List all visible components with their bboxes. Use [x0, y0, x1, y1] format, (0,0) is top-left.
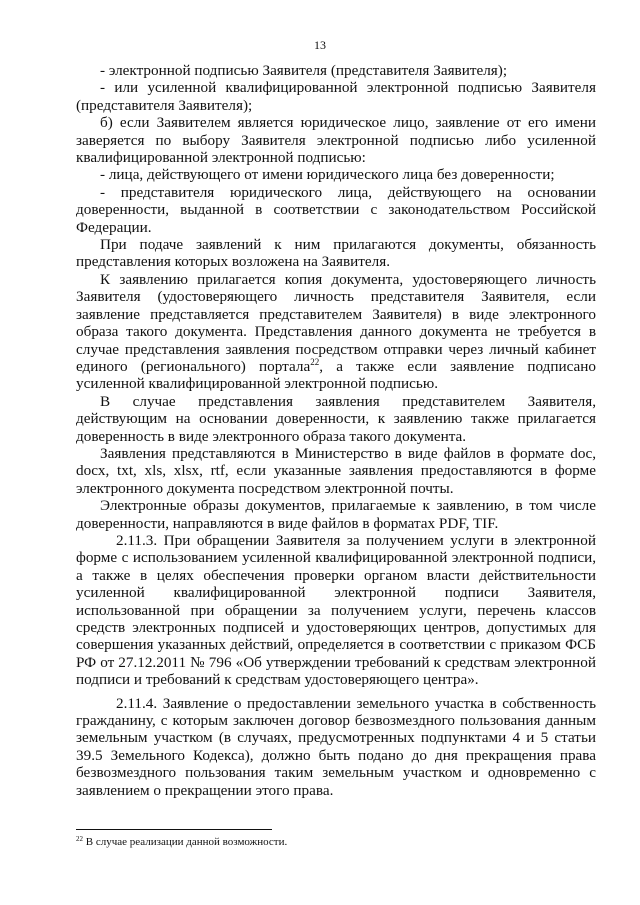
- footnote-reference: 22: [310, 356, 320, 367]
- paragraph: Электронные образы документов, прилагаемые к заявлению, в том числе доверенности, направляются в виде файлов в форматах PDF, TIF.: [76, 497, 596, 532]
- footnote: [76, 836, 596, 849]
- page-number: 13: [314, 38, 326, 52]
- footnote-number: 22: [76, 835, 83, 843]
- footnote-text: В случае реализации данной возможности.: [83, 836, 288, 848]
- footnote-separator: [76, 829, 272, 830]
- paragraph: - электронной подписью Заявителя (представителя Заявителя);: [100, 62, 508, 79]
- paragraph-text: , а также если заявление подписано усиленной квалифицированной электронной подписью.: [76, 357, 596, 393]
- paragraph: 2.11.4. Заявление о предоставлении земельного участка в собственность гражданину, с которым заключен договор безвозмездного пользования данным земельным участком (в случаях, предусмотренных подпунктами 4 и 5 статьи 39.5 Земельного Кодекса), должно быть подано до дня прекращения права безвозмездного пользования таким земельным участком и одновременно с заявлением о прекращении этого права.: [76, 694, 596, 799]
- paragraph: При подаче заявлений к ним прилагаются документы, обязанность представления которых возложена на Заявителя.: [76, 236, 596, 271]
- paragraph: б) если Заявителем является юридическое лицо, заявление от его имени заверяется по выбору Заявителя электронной подписью либо усиленной квалифицированной электронной подписью:: [76, 114, 596, 167]
- paragraph: В случае представления заявления представителем Заявителя, действующим на основании доверенности, к заявлению также прилагается доверенность в виде электронного образа такого документа.: [76, 392, 596, 445]
- paragraph-with-footnote: [76, 271, 596, 393]
- paragraph: 2.11.3. При обращении Заявителя за получением услуги в электронной форме с использованием усиленной квалифицированной электронной подписи, а также в целях обеспечения проверки органом власти действительности усиленной квалифицированной электронной подписи Заявителя, использованной при обращении за получением услуги, перечень классов средств электронных подписей и удостоверяющих центров, допустимых для совершения указанных действий, определяется в соответствии с приказом ФСБ РФ от 27.12.2011 № 796 «Об утверждении требований к средствам электронной подписи и требований к средствам удостоверяющего центра».: [76, 531, 596, 689]
- paragraph: - лица, действующего от имени юридического лица без доверенности;: [100, 166, 555, 184]
- paragraph: Заявления представляются в Министерство в виде файлов в формате doc, docx, txt, xls, xlsx, rtf, если указанные заявления предоставляются в форме электронного документа посредством электронной почты.: [76, 444, 596, 497]
- paragraph: - или усиленной квалифицированной электронной подписью Заявителя (представителя Заявителя);: [76, 79, 596, 114]
- body-text: [76, 62, 596, 799]
- paragraph-text: К заявлению прилагается копия документа, удостоверяющего личность Заявителя (удостоверяющего личность представителя Заявителя, если заявление представляется представителем Заявителя) в виде электронного образа такого документа. Представления данного документа не требуется в случае представления заявления посредством отправки через личный кабинет единого (регионального) портала: [76, 270, 596, 375]
- paragraph: - представителя юридического лица, действующего на основании доверенности, выданной в соответствии с законодательством Российской Федерации.: [76, 183, 596, 236]
